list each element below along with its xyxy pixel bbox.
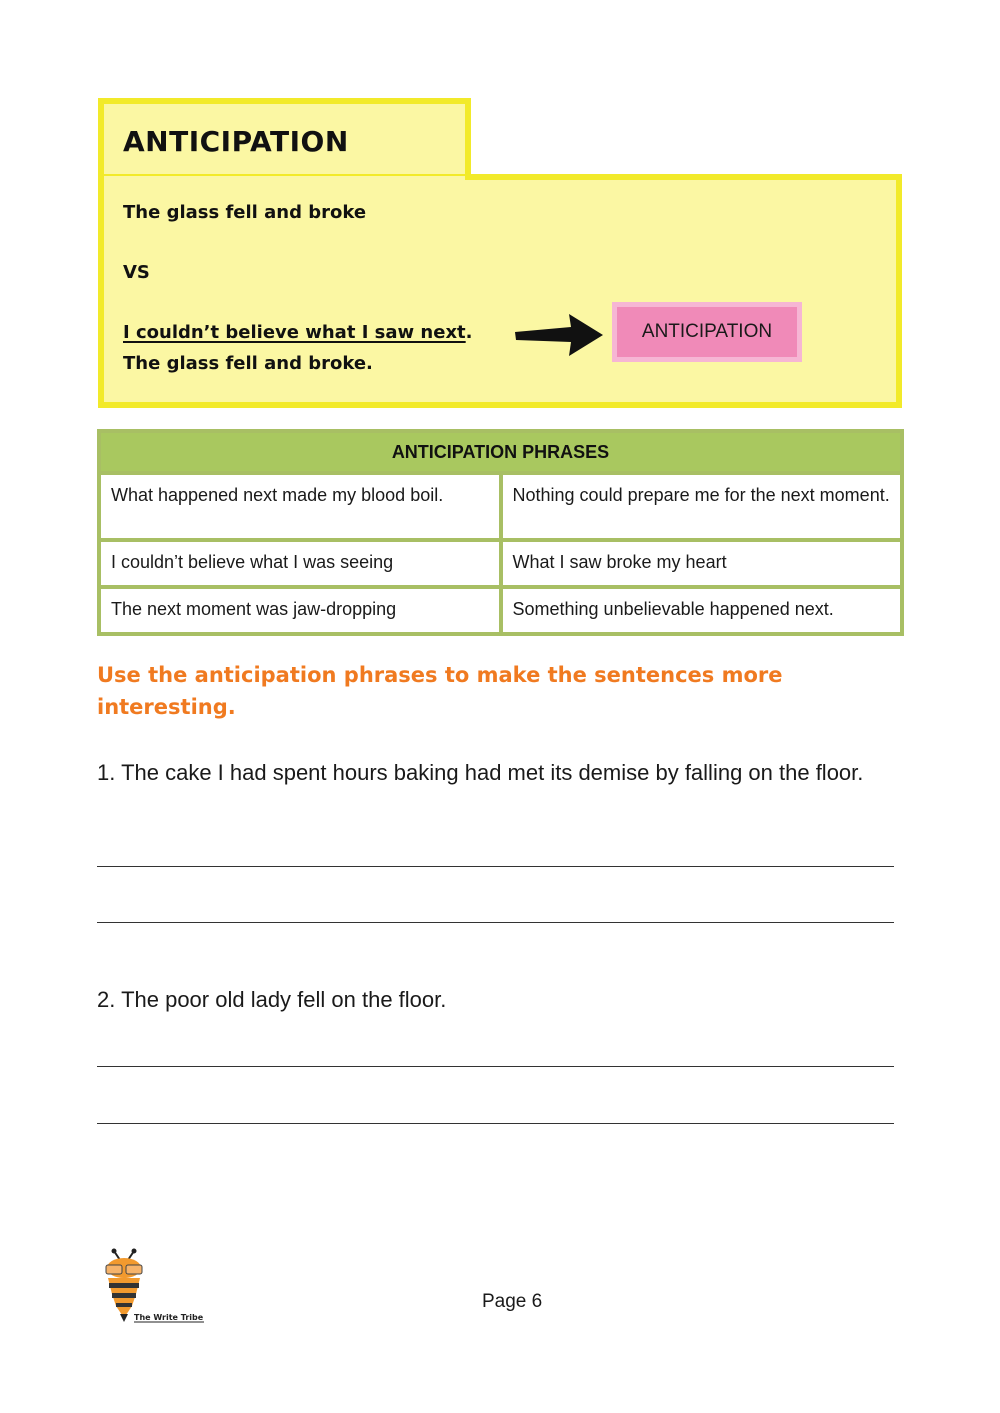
callout-join	[104, 176, 465, 190]
instruction-text: Use the anticipation phrases to make the sentences more interesting.	[97, 663, 783, 719]
table-row	[99, 540, 902, 587]
logo-text: The Write Tribe	[134, 1313, 204, 1322]
answer-line[interactable]	[97, 866, 894, 867]
answer-line[interactable]	[97, 1066, 894, 1067]
example-lead-in-text: I couldn’t believe what I saw next	[123, 322, 466, 343]
table-row	[99, 473, 902, 540]
table-cell: I couldn’t believe what I was seeing	[99, 540, 501, 587]
page-title: ANTICIPATION	[123, 125, 349, 158]
example-lead-in	[123, 322, 473, 343]
example-result-sentence: The glass fell and broke.	[123, 353, 373, 374]
table-cell: What happened next made my blood boil.	[99, 473, 501, 540]
table-row	[99, 587, 902, 634]
table-cell: Something unbelievable happened next.	[501, 587, 903, 634]
phrases-table	[97, 429, 904, 636]
page-number: Page 6	[482, 1291, 543, 1312]
answer-line[interactable]	[97, 922, 894, 923]
answer-line[interactable]	[97, 1123, 894, 1124]
question-1: 1. The cake I had spent hours baking had met its demise by falling on the floor.	[97, 760, 864, 785]
table-cell: What I saw broke my heart	[501, 540, 903, 587]
question-2: 2. The poor old lady fell on the floor.	[97, 987, 447, 1012]
write-tribe-bee-logo	[98, 1248, 208, 1326]
anticipation-tag: ANTICIPATION	[612, 302, 802, 362]
phrases-table-heading: ANTICIPATION PHRASES	[99, 431, 902, 473]
arrow-right-icon	[513, 310, 605, 358]
example-plain-sentence: The glass fell and broke	[123, 202, 367, 223]
example-lead-in-punct: .	[465, 322, 473, 343]
example-versus: VS	[123, 262, 150, 283]
table-cell: The next moment was jaw-dropping	[99, 587, 501, 634]
table-cell: Nothing could prepare me for the next moment.	[501, 473, 903, 540]
